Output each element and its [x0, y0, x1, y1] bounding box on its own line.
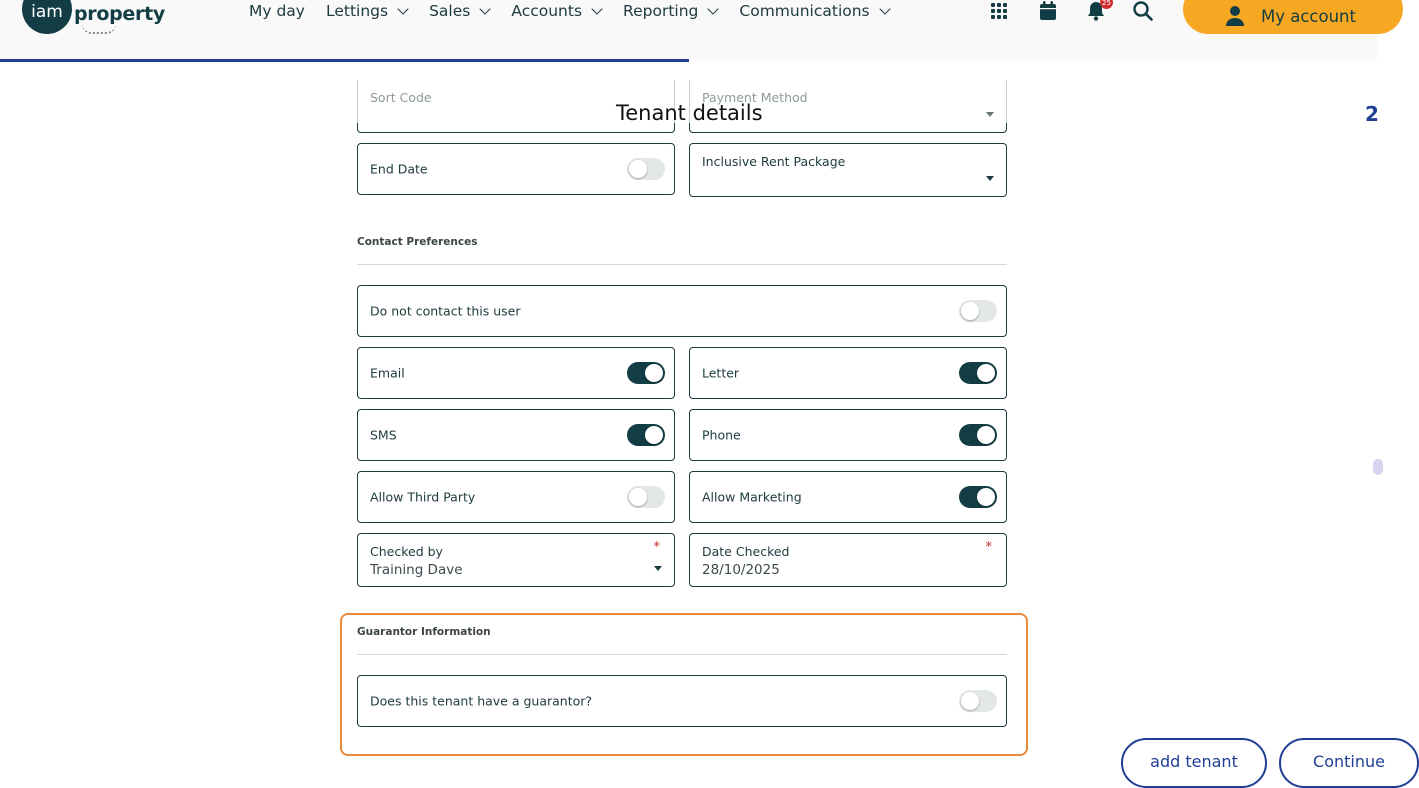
letter-toggle[interactable]: [959, 362, 997, 384]
phone-toggle[interactable]: [959, 424, 997, 446]
allow-third-party-label: Allow Third Party: [370, 489, 476, 505]
nav-accounts[interactable]: [511, 2, 601, 20]
chevron-down-icon: [591, 3, 602, 14]
iam-property-logo[interactable]: [22, 0, 165, 34]
allow-marketing-field: [689, 471, 1007, 523]
logo-wordmark: property: [74, 3, 165, 25]
inclusive-rent-package-select[interactable]: [689, 143, 1007, 197]
guarantor-toggle[interactable]: [959, 690, 997, 712]
chevron-down-icon: [480, 3, 491, 14]
nav-reporting-label: Reporting: [623, 2, 699, 20]
allow-marketing-toggle[interactable]: [959, 486, 997, 508]
guarantor-information-heading: Guarantor Information: [357, 626, 491, 638]
dropdown-caret-icon: [986, 112, 994, 117]
nav-my-day[interactable]: [249, 2, 305, 20]
add-tenant-label: add tenant: [1150, 752, 1238, 771]
continue-button[interactable]: [1279, 738, 1419, 788]
required-asterisk: *: [653, 540, 660, 555]
chevron-down-icon: [397, 3, 408, 14]
nav-lettings[interactable]: [326, 2, 407, 20]
nav-sales-label: Sales: [429, 2, 471, 20]
logo-prefix: iam: [31, 2, 63, 22]
allow-marketing-label: Allow Marketing: [702, 489, 802, 505]
checked-by-label: Checked by: [370, 544, 443, 559]
nav-communications[interactable]: [739, 2, 888, 20]
email-preference-field: [357, 347, 675, 399]
contact-preferences-heading: Contact Preferences: [357, 236, 478, 248]
top-navigation-bar: [0, 0, 1377, 60]
do-not-contact-toggle[interactable]: [959, 300, 997, 322]
my-account-button[interactable]: [1183, 0, 1403, 34]
sort-code-placeholder: Sort Code: [370, 90, 432, 105]
checked-by-value: Training Dave: [370, 562, 463, 578]
side-scroll-indicator[interactable]: [1373, 459, 1383, 475]
payment-method-placeholder: Payment Method: [702, 90, 808, 105]
main-nav: [249, 1, 889, 21]
apps-grid-icon[interactable]: [988, 0, 1010, 22]
email-label: Email: [370, 365, 405, 381]
logo-dots-decoration: [82, 24, 116, 34]
required-asterisk: *: [985, 540, 992, 555]
email-toggle[interactable]: [627, 362, 665, 384]
do-not-contact-field: [357, 285, 1007, 337]
page-title: Tenant details: [616, 101, 763, 125]
section-divider: [357, 264, 1007, 265]
notification-count-badge: 25: [1100, 0, 1113, 9]
nav-my-day-label: My day: [249, 2, 305, 20]
date-checked-value: 28/10/2025: [702, 562, 780, 578]
nav-lettings-label: Lettings: [325, 2, 389, 20]
phone-preference-field: [689, 409, 1007, 461]
sms-label: SMS: [370, 427, 397, 443]
allow-third-party-field: [357, 471, 675, 523]
add-tenant-button[interactable]: [1121, 738, 1267, 788]
nav-reporting[interactable]: [623, 2, 717, 20]
section-divider: [357, 654, 1007, 655]
wizard-progress-bar: [0, 59, 689, 62]
date-checked-label: Date Checked: [702, 544, 790, 559]
nav-communications-label: Communications: [739, 2, 870, 20]
dropdown-caret-icon: [986, 176, 994, 181]
letter-preference-field: [689, 347, 1007, 399]
end-date-label: End Date: [370, 161, 428, 177]
guarantor-question-field: [357, 675, 1007, 727]
search-icon[interactable]: [1132, 0, 1154, 22]
step-number: 2: [1365, 102, 1379, 126]
sms-preference-field: [357, 409, 675, 461]
allow-third-party-toggle[interactable]: [627, 486, 665, 508]
dropdown-caret-icon: [654, 566, 662, 571]
nav-accounts-label: Accounts: [511, 2, 583, 20]
user-icon: [1225, 5, 1245, 27]
do-not-contact-label: Do not contact this user: [370, 303, 521, 319]
logo-badge: [22, 0, 72, 34]
end-date-field: [357, 143, 675, 195]
checked-by-select[interactable]: [357, 533, 675, 587]
sms-toggle[interactable]: [627, 424, 665, 446]
nav-sales[interactable]: [429, 2, 489, 20]
date-checked-field[interactable]: [689, 533, 1007, 587]
chevron-down-icon: [879, 3, 890, 14]
inclusive-rent-package-label: Inclusive Rent Package: [702, 154, 846, 169]
letter-label: Letter: [702, 365, 740, 381]
end-date-toggle[interactable]: [627, 158, 665, 180]
my-account-label: My account: [1261, 6, 1356, 26]
continue-label: Continue: [1313, 752, 1385, 771]
guarantor-question-label: Does this tenant have a guarantor?: [370, 693, 593, 709]
phone-label: Phone: [702, 427, 741, 443]
bell-icon[interactable]: [1085, 0, 1111, 22]
chevron-down-icon: [708, 3, 719, 14]
calendar-icon[interactable]: [1037, 0, 1059, 22]
